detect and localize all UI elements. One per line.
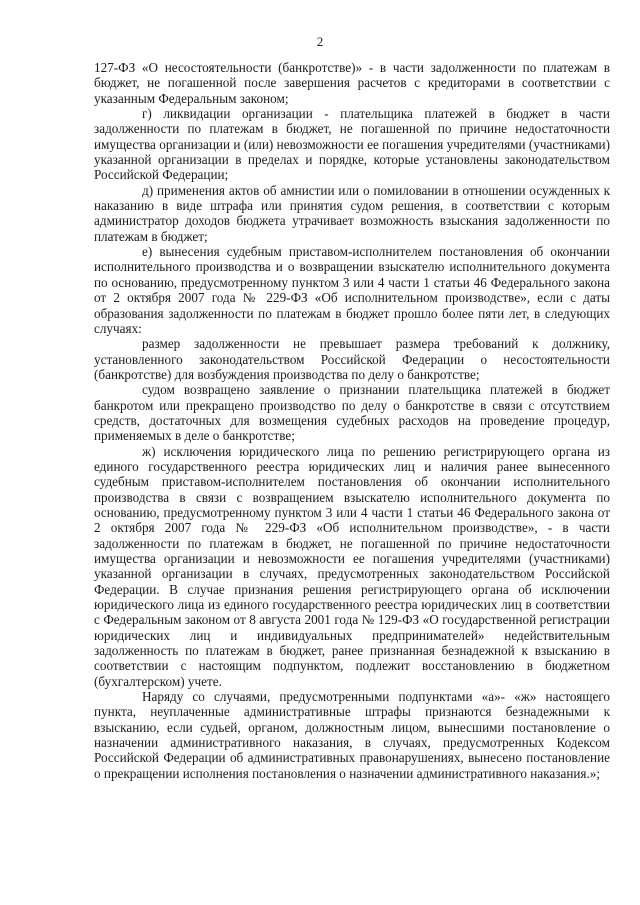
paragraph-subitem-d: д) применения актов об амнистии или о помиловании в отношении осужденных к наказанию в виде штрафа или принятия судом решения, в соответствии с которым администратор доходов бюджета утрачивает возможность взыскания задолженности по платежам в бюджет; — [94, 182, 610, 244]
paragraph-case-court-returned: судом возвращено заявление о признании плательщика платежей в бюджет банкротом или прекращено производство по делу о банкротстве в связи с отсутствием средств, достаточных для возмещения судебных расходов на проведение процедур, применяемых в деле о банкротстве; — [94, 382, 610, 444]
page-number: 2 — [316, 34, 324, 49]
paragraph-subitem-g: г) ликвидации организации - плательщика платежей в бюджет в части задолженности по платежам в бюджет, не погашенной по причине недостаточности имущества организации и (или) невозможности ее погашения учредителями (участниками) указанной организации в пределах и порядке, которые установлены законодательством Российской Федерации; — [94, 106, 610, 183]
paragraph-continuation: 127-ФЗ «О несостоятельности (банкротстве)» - в части задолженности по платежам в бюджет, не погашенной после завершения расчетов с кредиторами в соответствии с указанным Федеральным законом; — [94, 60, 610, 106]
paragraph-subitem-zh: ж) исключения юридического лица по решению регистрирующего органа из единого государственного реестра юридических лиц и наличия ранее вынесенного судебным приставом-исполнителем постановления об окончании исполнительного производства в связи с возвращением взыскателю исполнительного документа по основанию, предусмотренному пунктом 3 или 4 части 1 статьи 46 Федерального закона от 2 октября 2007 года № 229-ФЗ «Об исполнительном производстве», - в части задолженности по платежам в бюджет, не погашенной по причине недостаточности имущества организации и невозможности ее погашения учредителями (участниками) указанной организации в случаях, предусмотренных законодательством Российской Федерации. В случае признания решения регистрирующего органа об исключении юридического лица из единого государственного реестра юридических лиц в соответствии с Федеральным законом от 8 августа 2001 года № 129-ФЗ «О государственной регистрации юридических лиц и индивидуальных предпринимателей» недействительным задолженность по платежам в бюджет, ранее признанная безнадежной к взысканию в соответствии с настоящим подпунктом, подлежит восстановлению в бюджетном (бухгалтерском) учете. — [94, 443, 610, 689]
document-body — [94, 60, 610, 781]
paragraph-administrative-fines: Наряду со случаями, предусмотренными подпунктами «а»- «ж» настоящего пункта, неуплаченные административные штрафы признаются безнадежными к взысканию, если судьей, органом, должностным лицом, вынесшими постановление о назначении административного наказания, в случаях, предусмотренных Кодексом Российской Федерации об административных правонарушениях, вынесено постановление о прекращении исполнения постановления о назначении административного наказания.»; — [94, 689, 610, 781]
paragraph-case-debt-size: размер задолженности не превышает размера требований к должнику, установленного законодательством Российской Федерации о несостоятельности (банкротстве) для возбуждения производства по делу о банкротстве; — [94, 336, 610, 382]
paragraph-subitem-e: е) вынесения судебным приставом-исполнителем постановления об окончании исполнительного производства и о возвращении взыскателю исполнительного документа по основанию, предусмотренному пунктом 3 или 4 части 1 статьи 46 Федерального закона от 2 октября 2007 года № 229-ФЗ «Об исполнительном производстве», если с даты образования задолженности по платежам в бюджет прошло более пяти лет, в следующих случаях: — [94, 244, 610, 336]
